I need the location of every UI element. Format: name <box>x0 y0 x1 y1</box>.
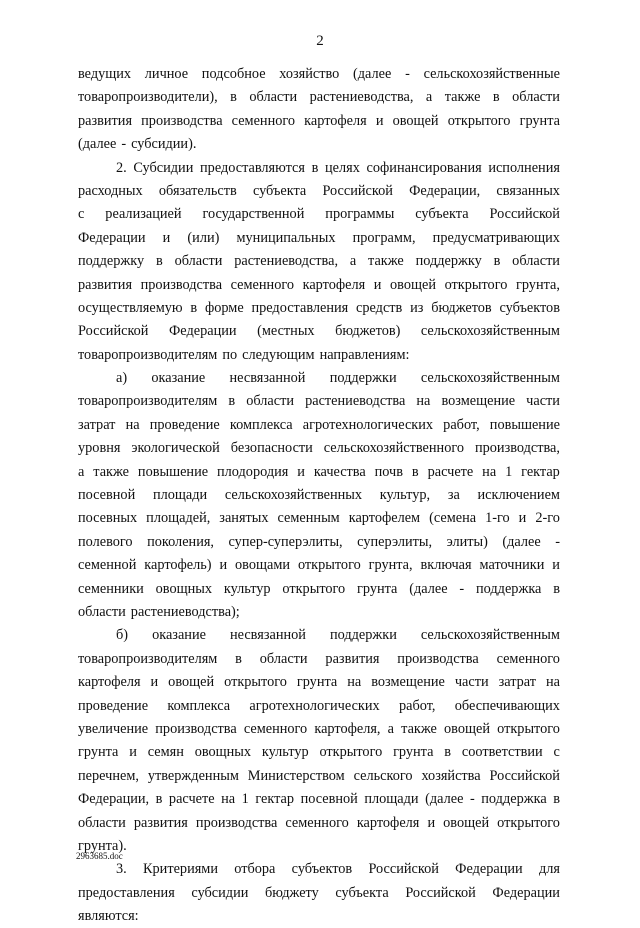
word: отбора <box>234 861 276 878</box>
text-line <box>78 203 560 226</box>
word: субъектов <box>499 299 560 316</box>
word: и <box>297 463 305 480</box>
word: - <box>459 580 465 597</box>
word: области <box>78 603 126 620</box>
word: повышение <box>489 416 560 433</box>
word: открытого <box>444 276 508 293</box>
word: работ, <box>398 697 436 714</box>
word: на <box>221 791 236 808</box>
word: агротехнологических <box>249 697 380 714</box>
word: предоставления <box>78 884 175 901</box>
text-line <box>78 812 560 835</box>
word: в <box>311 159 319 176</box>
word: бюджету <box>265 884 319 901</box>
text-line <box>78 905 560 928</box>
word: картофеля <box>356 814 420 831</box>
paragraph <box>78 624 560 858</box>
word: форме <box>204 299 244 316</box>
word: на <box>545 674 560 691</box>
word: семенного <box>496 650 560 667</box>
word: (далее <box>78 136 117 153</box>
text-line <box>78 250 560 273</box>
word: плодородия <box>217 463 289 480</box>
word: области <box>512 89 560 106</box>
word: площади <box>152 487 208 504</box>
word: возмещение <box>371 674 445 691</box>
word: площадей, <box>146 510 211 527</box>
word: - <box>469 791 475 808</box>
word: государственной <box>202 206 305 223</box>
word: Российской <box>405 884 476 901</box>
text-line <box>78 648 560 671</box>
word: поддержка <box>476 580 542 597</box>
word: открытого <box>282 580 346 597</box>
word: работ, <box>443 416 480 433</box>
word: оказание <box>152 627 206 644</box>
word: производства <box>155 720 237 737</box>
word: Российской <box>489 767 560 784</box>
word: почв <box>374 463 403 480</box>
word: грунта <box>78 744 119 761</box>
text-line <box>78 180 560 203</box>
word: культур <box>261 744 309 761</box>
word: сельскохозяйственных <box>224 487 363 504</box>
word: суперэлиты, <box>357 533 433 550</box>
word: хозяйство <box>279 66 340 82</box>
word: маточники <box>479 557 545 574</box>
word: - <box>555 533 560 550</box>
word: в <box>156 253 163 270</box>
word: в <box>553 791 560 808</box>
word: затрат <box>498 674 536 691</box>
word: уровня <box>78 440 121 457</box>
word: ведущих <box>78 66 132 82</box>
word: с <box>78 206 85 223</box>
word: 2-го <box>535 510 560 527</box>
word: а <box>425 89 433 106</box>
word: Федерации, <box>409 182 481 199</box>
text-line <box>78 157 560 180</box>
text-line <box>78 765 560 788</box>
word: и <box>129 744 137 761</box>
word: экологической <box>131 440 220 457</box>
word: Федерации <box>492 884 560 901</box>
word: картофель) <box>144 557 212 574</box>
word: посевной <box>300 791 358 808</box>
text-line <box>78 858 560 881</box>
word: Федерации <box>455 861 523 878</box>
word: грунта). <box>78 837 127 854</box>
word: семенной <box>78 557 137 574</box>
word: сельскохозяйственные <box>423 66 560 82</box>
text-line <box>78 86 560 109</box>
word: производства <box>195 814 278 831</box>
word: утвержденным <box>147 767 239 784</box>
word: области <box>246 393 295 410</box>
word: открытого <box>297 557 361 574</box>
word: затрат <box>78 416 116 433</box>
word: реализацией <box>105 206 182 223</box>
word: агротехнологических <box>302 416 434 433</box>
word: бюджетов) <box>335 323 401 340</box>
word: картофеля, <box>314 720 381 737</box>
word: поколения, <box>147 533 214 550</box>
text-line <box>78 741 560 764</box>
word: субъекта <box>335 884 389 901</box>
text-line <box>78 133 560 156</box>
word: личное <box>144 66 189 82</box>
word: овощей <box>168 674 215 691</box>
word: субъектов <box>291 861 353 878</box>
word: (далее <box>353 66 392 82</box>
word: растениеводства, <box>309 89 414 106</box>
word: обязательств <box>158 182 237 199</box>
word: поддержки <box>329 370 397 387</box>
word: супер-суперэлиты, <box>228 533 343 550</box>
word: соответствии <box>461 744 543 761</box>
word: субъекта <box>252 182 307 199</box>
word: товаропроизводителям <box>78 650 218 667</box>
word: также <box>444 89 481 106</box>
word: подсобное <box>201 66 266 82</box>
word: области <box>512 253 560 270</box>
word: картофеля <box>304 112 367 129</box>
word: производства <box>140 276 223 293</box>
word: на <box>347 674 362 691</box>
word: безопасности <box>230 440 313 457</box>
word: в <box>444 744 452 761</box>
word: с <box>553 744 560 761</box>
word: и <box>427 814 436 831</box>
word: развития <box>78 112 133 129</box>
word: грунта <box>357 580 398 597</box>
text-line <box>78 882 560 905</box>
word: сельского <box>353 767 413 784</box>
text-line <box>78 367 560 390</box>
word: семенного <box>243 720 308 737</box>
word: семенного <box>231 112 296 129</box>
word: гектар <box>521 463 560 480</box>
word: в <box>493 253 501 270</box>
text-line <box>78 695 560 718</box>
text-line <box>78 601 560 624</box>
word: сельскохозяйственного <box>323 440 464 457</box>
word: повышение <box>137 463 209 480</box>
word: поддержка <box>481 791 547 808</box>
word: для <box>538 861 560 878</box>
word: увеличение <box>78 720 149 737</box>
text-line <box>78 414 560 437</box>
word: на <box>482 463 497 480</box>
text-line <box>78 788 560 811</box>
word: предоставляются <box>200 159 305 176</box>
word: (или) <box>187 229 220 246</box>
page-number: 2 <box>316 33 324 49</box>
word: предусматривающих <box>432 229 560 246</box>
text-line <box>78 718 560 741</box>
word: картофеля <box>78 674 141 691</box>
word: производства, <box>474 440 560 457</box>
word: в <box>155 791 163 808</box>
word: (далее <box>502 533 541 550</box>
word: производства <box>397 650 479 667</box>
word: посевной <box>78 487 136 504</box>
word: расчете <box>168 791 215 808</box>
paragraph <box>78 858 560 928</box>
word: развития <box>325 650 380 667</box>
word: картофелем <box>348 510 421 527</box>
text-line <box>78 437 560 460</box>
word: - <box>405 66 410 82</box>
word: муниципальных <box>236 229 336 246</box>
word: также <box>93 463 130 480</box>
word: 1-го <box>485 510 510 527</box>
word: и <box>375 112 384 129</box>
word: овощей <box>443 814 490 831</box>
word: овощами <box>235 557 291 574</box>
word: и <box>219 557 228 574</box>
word: исполнения <box>488 159 560 176</box>
document-id: 2963685.doc <box>76 851 123 861</box>
word: открытого <box>319 744 383 761</box>
word: поддержки <box>329 627 397 644</box>
word: а <box>349 253 357 270</box>
word: грунта <box>393 744 434 761</box>
word: Российской <box>322 182 393 199</box>
word: 3. <box>116 861 127 878</box>
word: а) <box>116 370 128 387</box>
word: являются: <box>78 908 139 925</box>
word: проведение <box>78 697 149 714</box>
word: комплекса <box>229 416 293 433</box>
word: полевого <box>78 533 133 550</box>
word: товаропроизводителям <box>78 346 218 363</box>
word: овощей <box>444 720 490 737</box>
word: сельскохозяйственным <box>420 370 560 387</box>
word: связанных <box>496 182 560 199</box>
word: открытого <box>497 720 560 737</box>
word: овощей <box>392 112 439 129</box>
document-body <box>78 63 560 928</box>
word: субъекта <box>415 206 469 223</box>
word: Российской <box>489 206 560 223</box>
word: субсидии). <box>131 136 197 153</box>
word: растениеводства); <box>130 603 240 620</box>
paragraph <box>78 63 560 157</box>
word: поддержку <box>415 253 482 270</box>
word: Федерации <box>169 323 237 340</box>
word: Министерством <box>247 767 345 784</box>
text-line <box>78 578 560 601</box>
word: и <box>518 510 527 527</box>
word: и <box>552 557 560 574</box>
word: а <box>387 720 394 737</box>
word: открытого <box>224 674 287 691</box>
word: области <box>249 89 298 106</box>
word: б) <box>116 627 129 644</box>
word: (семена <box>429 510 477 527</box>
word: в <box>190 299 198 316</box>
word: и <box>162 229 171 246</box>
word: развития <box>78 276 133 293</box>
word: хозяйства <box>421 767 481 784</box>
word: 1 <box>505 463 513 480</box>
word: гектар <box>255 791 295 808</box>
word: производства <box>141 112 223 129</box>
word: посевных <box>78 510 138 527</box>
word: Критериями <box>143 861 219 878</box>
word: осуществляемую <box>78 299 183 316</box>
word: предоставления <box>251 299 349 316</box>
word: грунта <box>296 674 338 691</box>
word: комплекса <box>167 697 231 714</box>
word: овощных <box>194 744 252 761</box>
text-line <box>78 63 560 86</box>
word: культур, <box>379 487 431 504</box>
word: бюджетов <box>431 299 492 316</box>
word: включая <box>420 557 472 574</box>
word: субсидии <box>191 884 249 901</box>
text-line <box>78 461 560 484</box>
word: Федерации, <box>78 791 150 808</box>
word: также <box>401 720 437 737</box>
text-line <box>78 344 560 367</box>
word: целях <box>325 159 360 176</box>
word: в <box>230 89 237 106</box>
word: части <box>454 674 489 691</box>
word: расходных <box>78 182 143 199</box>
word: а <box>78 463 85 480</box>
text-line <box>78 554 560 577</box>
word: части <box>526 393 560 410</box>
word: и <box>150 674 159 691</box>
text-line <box>78 227 560 250</box>
word: растениеводства <box>305 393 406 410</box>
word: овощей <box>390 276 436 293</box>
word: следующим <box>242 346 315 363</box>
text-line <box>78 835 560 858</box>
word: грунта <box>519 112 560 129</box>
text-line <box>78 274 560 297</box>
word: Российской <box>78 323 149 340</box>
word: проведение <box>149 416 220 433</box>
word: семян <box>147 744 184 761</box>
word: из <box>410 299 424 316</box>
word: овощных <box>155 580 213 597</box>
word: и <box>373 276 382 293</box>
word: за <box>447 487 460 504</box>
word: грунта, <box>368 557 413 574</box>
word: 1 <box>241 791 249 808</box>
word: направлениям: <box>319 346 410 363</box>
word: в <box>228 393 236 410</box>
word: поддержку <box>78 253 145 270</box>
word: грунта, <box>515 276 560 293</box>
word: семенного <box>230 276 295 293</box>
paragraph <box>78 367 560 624</box>
word: Субсидии <box>133 159 194 176</box>
word: области <box>174 253 223 270</box>
word: в <box>411 463 419 480</box>
word: площади <box>364 791 419 808</box>
word: растениеводства, <box>234 253 339 270</box>
word: также <box>368 253 404 270</box>
word: элиты) <box>446 533 488 550</box>
word: на <box>125 416 140 433</box>
text-line <box>78 390 560 413</box>
text-line <box>78 507 560 530</box>
word: Российской <box>368 861 439 878</box>
word: открытого <box>497 814 560 831</box>
word: семенным <box>277 510 340 527</box>
word: средств <box>356 299 403 316</box>
word: (далее <box>425 791 464 808</box>
word: исключением <box>477 487 560 504</box>
word: в <box>492 89 500 106</box>
word: 2. <box>116 159 127 176</box>
word: открытого <box>447 112 511 129</box>
word: в <box>235 650 242 667</box>
word: возмещение <box>441 393 516 410</box>
word: товаропроизводители), <box>78 89 218 106</box>
text-line <box>78 320 560 343</box>
word: - <box>121 136 127 153</box>
word: качества <box>313 463 366 480</box>
word: несвязанной <box>229 627 306 644</box>
word: семенного <box>285 814 349 831</box>
word: несвязанной <box>229 370 306 387</box>
text-line <box>78 484 560 507</box>
word: по <box>222 346 238 363</box>
word: Федерации <box>78 229 146 246</box>
word: области <box>259 650 308 667</box>
word: оказание <box>151 370 206 387</box>
word: софинансирования <box>366 159 482 176</box>
word: расчете <box>427 463 474 480</box>
word: перечнем, <box>78 767 139 784</box>
word: картофеля <box>302 276 366 293</box>
word: (местных <box>257 323 315 340</box>
word: культур <box>223 580 271 597</box>
word: товаропроизводителям <box>78 393 218 410</box>
word: сельскохозяйственным <box>420 323 560 340</box>
word: обеспечивающих <box>454 697 560 714</box>
paragraph <box>78 157 560 368</box>
word: семенники <box>78 580 144 597</box>
text-line <box>78 297 560 320</box>
word: в <box>553 580 560 597</box>
text-line <box>78 671 560 694</box>
word: (далее <box>409 580 448 597</box>
word: развития <box>133 814 188 831</box>
text-line <box>78 531 560 554</box>
word: сельскохозяйственным <box>420 627 560 644</box>
text-line <box>78 110 560 133</box>
word: на <box>416 393 431 410</box>
text-line <box>78 624 560 647</box>
word: программы <box>325 206 395 223</box>
word: программ, <box>352 229 416 246</box>
word: занятых <box>219 510 269 527</box>
word: области <box>78 814 126 831</box>
